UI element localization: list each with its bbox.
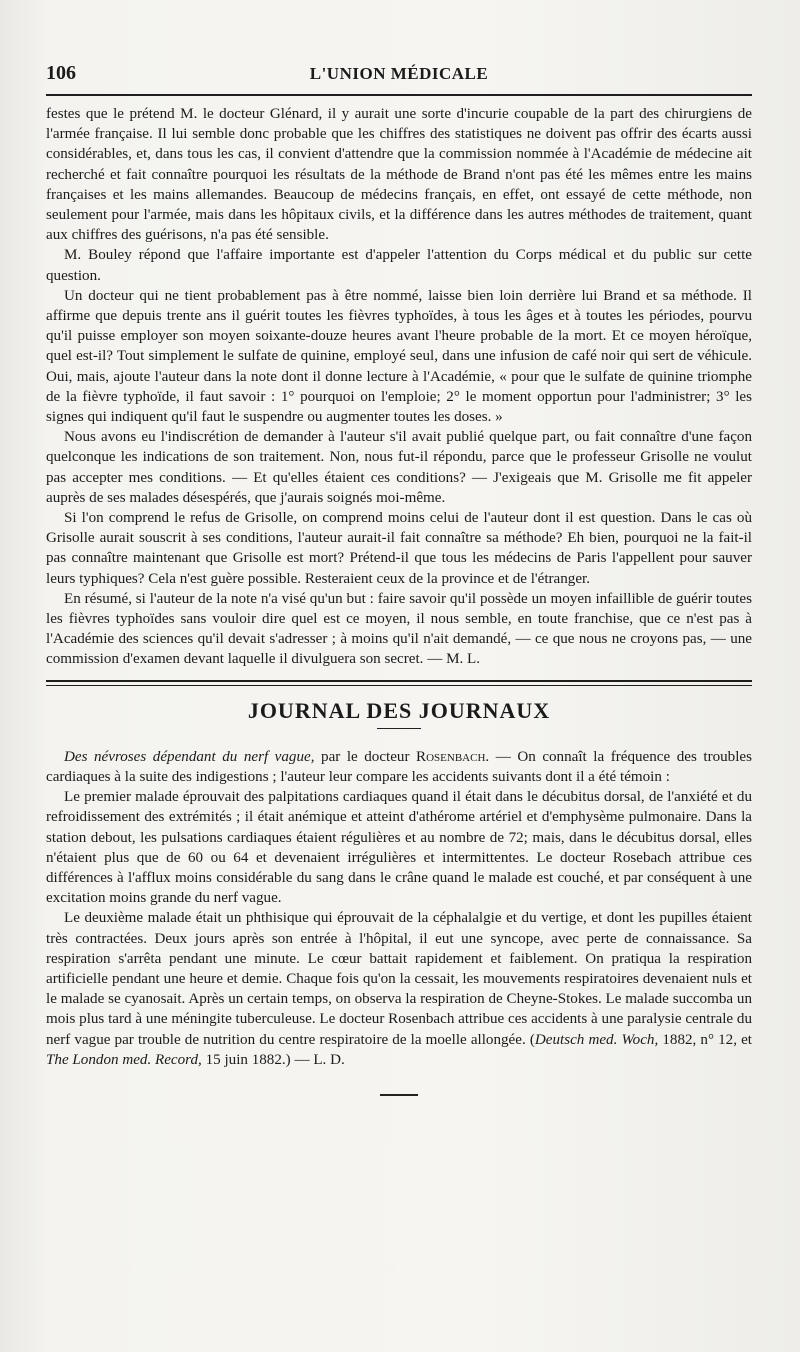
paragraph: festes que le prétend M. le docteur Glénard, il y aurait une sorte d'incurie coupable de la part des chirurgiens de l'armée française. Il lui semble donc probable que les chiffres des statistiques ne doivent pas offrir des écarts aussi considérables, et, dans tous les cas, il convient d'attendre que la commission nommée à l'Académie de médecine ait recherché et fait connaître pourquoi les résultats de la méthode de Brand n'ont pas été les mêmes entre les mains françaises et les mains allemandes. Beaucoup de médecins français, en effet, ont essayé de cette méthode, non seulement pour l'armée, mais dans les hôpitaux civils, et la différence dans les autres méthodes de traitement, quant aux chiffres des guérisons, n'a pas été sensible.: [46, 106, 752, 244]
reference-journal: Deutsch med. Woch,: [534, 1031, 659, 1048]
paragraph: [46, 908, 752, 1070]
reference-end: 15 juin 1882.) — L. D.: [201, 1051, 345, 1068]
paragraph: Nous avons eu l'indiscrétion de demander à l'auteur s'il avait publié quelque part, ou fait connaître d'une façon quelconque les indications de son traitement. Non, nous fut-il répondu, parce que le professeur Grisolle ne voulut pas accepter mes conditions. — Et qu'elles étaient ces conditions? — J'exigeais que M. Grisolle me fit appeler auprès de ses malades désespérés, que j'aurais soignés moi-même.: [46, 429, 752, 506]
paragraph: Si l'on comprend le refus de Grisolle, on comprend moins celui de l'auteur dont il est question. Dans le cas où Grisolle aurait souscrit à ses conditions, l'auteur aurait-il fait connaître sa méthode? Eh bien, pourquoi ne la fait-il pas connaître maintenant que Grisolle est mort? Prétend-il que tous les médecins de Paris l'appellent pour sauver leurs typhiques? Cela n'est guère possible. Resteraient ceux de la province et de l'étranger.: [46, 510, 752, 587]
paragraph: M. Bouley répond que l'affaire importante est d'appeler l'attention du Corps médical et du public sur cette question.: [46, 247, 752, 284]
intro-text: . — On connaît la fréquence des troubles cardiaques à la suite des indigestions ; l'auteur leur compare les accidents suivants dont il a été témoin :: [46, 748, 752, 785]
page-header: [46, 62, 752, 96]
article-nevroses: [46, 747, 752, 1070]
page-number: 106: [46, 62, 76, 84]
paragraph-text: Le deuxième malade était un phthisique qui éprouvait de la céphalalgie et du vertige, et dont les pupilles étaient très contractées. Deux jours après son entrée à l'hôpital, il eut une syncope, avec perte de connaissance. Sa respiration s'arrêta pendant une minute. Le cœur battait rapidement et faiblement. On pratiqua la respiration artificielle pendant une heure et demie. Chaque fois qu'on la cessait, les mouvements respiratoires devenaient nuls et le malade se cyanosait. Après un certain temps, on observa la respiration de Cheyne-Stokes. Le malade succomba un mois plus tard à une méningite tuberculeuse. Le docteur Rosenbach attribue ces accidents à une paralysie centrale du nerf vague par trouble de nutrition du centre respiratoire de la moelle allongée. (: [46, 910, 752, 1048]
end-divider: [380, 1094, 418, 1096]
paragraph: Le premier malade éprouvait des palpitations cardiaques quand il était dans le décubitus dorsal, de l'anxiété et du refroidissement des extrémités ; il était anémique et atteint d'athérome artériel et d'emphysème pulmonaire. Dans la station debout, les pulsations cardiaques étaient régulières et au nombre de 72; mais, dans le décubitus dorsal, elles n'étaient plus que de 60 ou 64 et devenaient irrégulières et intermittentes. Le docteur Rosebach attribue ces différences à l'afflux moins considérable du sang dans le crâne quand le malade est couché, et par conséquent à une excitation moins grande du nerf vague.: [46, 789, 752, 907]
title-underline: [377, 728, 421, 729]
paragraph: Un docteur qui ne tient probablement pas à être nommé, laisse bien loin derrière lui Brand et sa méthode. Il affirme que depuis trente ans il guérit toutes les fièvres typhoïdes, à tous les âges et à toutes les périodes, pourvu qu'il puisse employer son moyen soixante-douze heures avant l'heure probable de la mort. Et ce moyen héroïque, quel est-il? Tout simplement le sulfate de quinine, employé seul, dans une infusion de café noir qui sert de véhicule. Oui, mais, ajoute l'auteur dans la note dont il donne lecture à l'Académie, « pour que le sulfate de quinine triomphe de la fièvre typhoïde, il faut savoir : 1° pourquoi on l'emploie; 2° le moment opportun pour l'administrer; 3° les signes qui indiquent qu'il faut le suspendre ou augmenter toutes les doses. »: [46, 287, 752, 426]
section-divider: [46, 680, 752, 686]
reference-text: 1882, n° 12, et: [658, 1031, 752, 1048]
running-title: L'UNION MÉDICALE: [309, 64, 489, 83]
article-academie: [46, 104, 752, 670]
paragraph: [46, 747, 752, 787]
paragraph: En résumé, si l'auteur de la note n'a visé qu'un but : faire savoir qu'il possède un moyen infaillible de guérir toutes les fièvres typhoïdes sans vouloir dire quel est ce moyen, il nous semble, en toute franchise, que ce n'est pas à l'Académie des sciences qu'il devait s'adresser ; à moins qu'il n'ait demandé, — ce que nous ne croyons pas, — une commission d'examen devant laquelle il divulguera son secret. — M. L.: [46, 590, 752, 668]
section-title: JOURNAL DES JOURNAUX: [247, 697, 551, 723]
author-name: Rosenbach: [416, 748, 486, 765]
article-title: Des névroses dépendant du nerf vague,: [64, 748, 315, 765]
byline-text: par le docteur: [314, 748, 417, 765]
reference-journal: The London med. Record,: [46, 1051, 202, 1068]
